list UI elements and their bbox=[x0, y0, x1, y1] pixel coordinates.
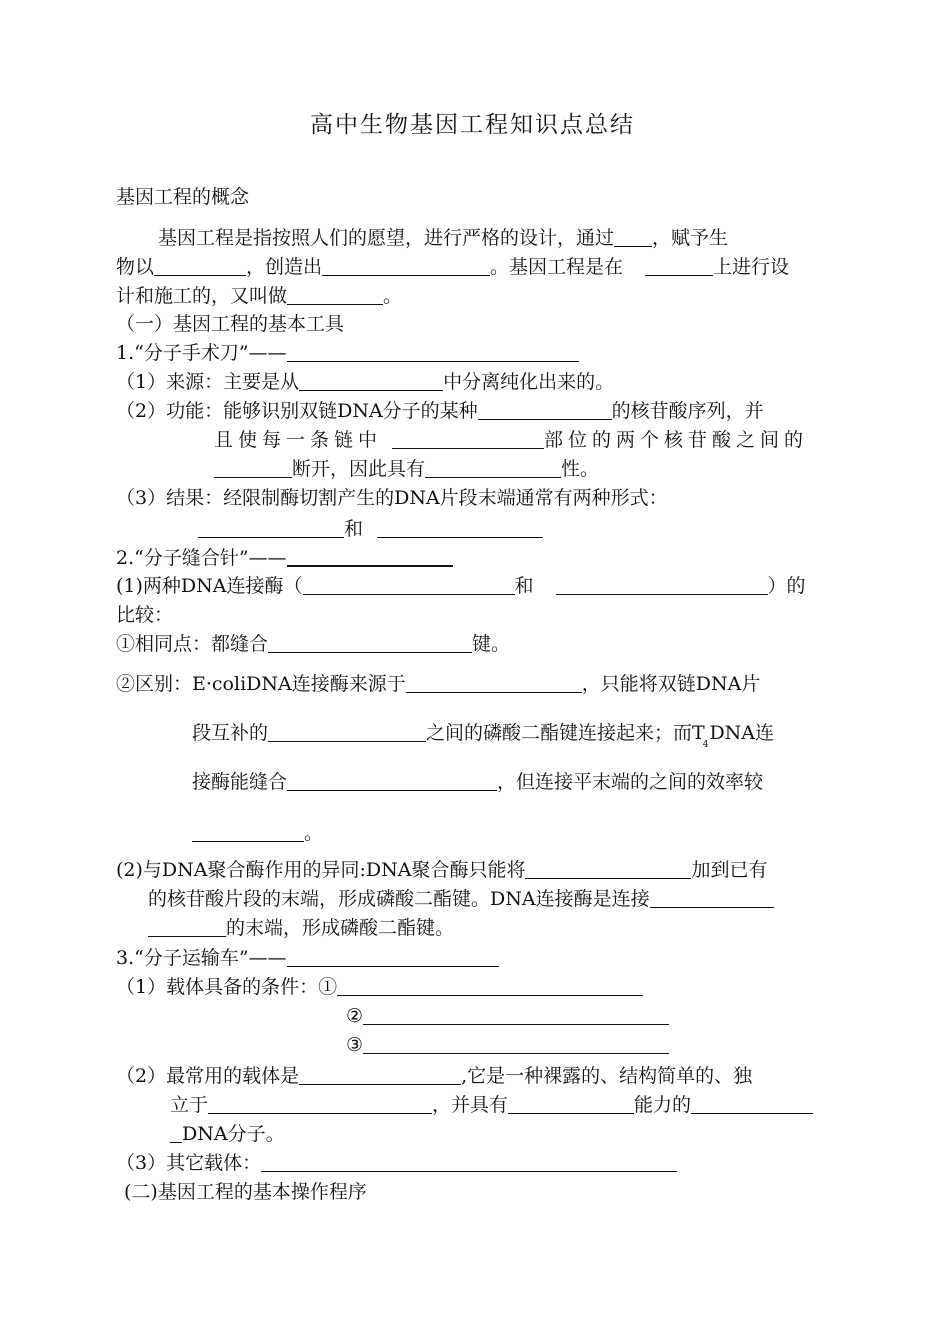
blank-field[interactable] bbox=[650, 887, 774, 908]
blank-field[interactable] bbox=[154, 255, 246, 276]
item-needle-polymerase-2: 的核苷酸片段的末端，形成磷酸二酯键。DNA连接酶是连接 bbox=[148, 887, 774, 911]
blank-field[interactable] bbox=[645, 255, 713, 276]
blank-field[interactable] bbox=[691, 1093, 813, 1114]
item-scalpel-result: （3）结果：经限制酶切割产生的DNA片段末端通常有两种形式： bbox=[116, 487, 668, 509]
blank-field[interactable] bbox=[478, 399, 612, 420]
blank-field[interactable] bbox=[337, 975, 643, 996]
blank-field[interactable] bbox=[214, 457, 292, 478]
blank-field[interactable] bbox=[614, 226, 652, 247]
item-needle-compare-2: 比较： bbox=[116, 604, 174, 626]
item-vector-other: （3）其它载体： bbox=[116, 1151, 677, 1175]
section-heading-procedure: (二)基因工程的基本操作程序 bbox=[124, 1181, 367, 1203]
item-needle-diff-1: ②区别：E·coliDNA连接酶来源于 ，只能将双链DNA片 bbox=[116, 673, 761, 695]
item-needle-diff-4: 。 bbox=[192, 821, 323, 845]
blank-field[interactable] bbox=[268, 632, 472, 653]
item-vector-conditions: （1）载体具备的条件：① bbox=[116, 975, 643, 999]
blank-field[interactable] bbox=[303, 574, 515, 595]
item-vector-common-1: （2）最常用的载体是 ,它是一种裸露的、结构简单的、独 bbox=[116, 1065, 753, 1087]
blank-field[interactable] bbox=[148, 916, 226, 937]
blank-field[interactable] bbox=[287, 284, 383, 305]
item-scalpel-function-3: 断开，因此具有 性。 bbox=[214, 457, 599, 481]
blank-field[interactable] bbox=[287, 946, 499, 967]
blank-field[interactable] bbox=[287, 341, 579, 362]
item-needle-title: 2.“分子缝合针”—— bbox=[116, 545, 453, 570]
blank-field[interactable] bbox=[508, 1093, 634, 1114]
item-needle-same: ①相同点：都缝合 键。 bbox=[116, 633, 511, 655]
blank-field[interactable] bbox=[406, 672, 582, 693]
blank-field[interactable] bbox=[287, 545, 453, 567]
item-vector-title: 3.“分子运输车”—— bbox=[116, 946, 499, 970]
item-vector-common-3: DNA分子。 bbox=[170, 1122, 285, 1146]
blank-field[interactable] bbox=[287, 770, 497, 791]
concept-line-2: 物以 ，创造出 。基因工程是在 上进行设 bbox=[116, 256, 790, 278]
blank-field[interactable] bbox=[322, 255, 490, 276]
blank-field[interactable] bbox=[299, 370, 443, 391]
item-vector-condition-2: ② bbox=[346, 1004, 669, 1028]
blank-field[interactable] bbox=[392, 428, 544, 449]
item-scalpel-function-1: （2）功能：能够识别双链DNA分子的某种 的核苷酸序列，并 bbox=[116, 400, 764, 422]
item-vector-common-2: 立于 ，并具有 能力的 bbox=[170, 1093, 813, 1117]
blank-field[interactable] bbox=[363, 1004, 669, 1025]
item-vector-condition-3: ③ bbox=[346, 1033, 669, 1057]
blank-field[interactable] bbox=[268, 721, 426, 742]
item-needle-polymerase-1: (2)与DNA聚合酶作用的异同:DNA聚合酶只能将 加到已有 bbox=[116, 859, 768, 881]
item-scalpel-source: （1）来源：主要是从 中分离纯化出来的。 bbox=[116, 371, 615, 393]
concept-line-3: 计和施工的，又叫做 。 bbox=[116, 285, 403, 307]
item-scalpel-function-2: 且使每一条链中 部位的两个核苷酸之间的 bbox=[214, 429, 809, 451]
blank-field[interactable] bbox=[170, 1122, 182, 1143]
blank-field[interactable] bbox=[192, 821, 304, 842]
section-heading-tools: （一）基因工程的基本工具 bbox=[116, 313, 345, 335]
item-scalpel-result-forms: 和 bbox=[198, 517, 543, 541]
concept-heading: 基因工程的概念 bbox=[116, 186, 250, 208]
blank-field[interactable] bbox=[363, 1033, 669, 1054]
page-title: 高中生物基因工程知识点总结 bbox=[310, 112, 635, 138]
concept-line-1: 基因工程是指按照人们的愿望，进行严格的设计，通过 ，赋予生 bbox=[158, 227, 729, 249]
blank-field[interactable] bbox=[299, 1064, 461, 1085]
item-needle-diff-3: 接酶能缝合 ，但连接平末端的之间的效率较 bbox=[192, 771, 764, 793]
blank-field[interactable] bbox=[208, 1093, 432, 1114]
blank-field[interactable] bbox=[377, 517, 543, 538]
item-needle-diff-2: 段互补的 之间的磷酸二酯键连接起来；而$T_4DNA$连 bbox=[192, 722, 775, 750]
blank-field[interactable] bbox=[556, 574, 768, 595]
item-needle-polymerase-3: 的末端，形成磷酸二酯键。 bbox=[148, 916, 454, 940]
blank-field[interactable] bbox=[425, 457, 561, 478]
blank-field[interactable] bbox=[261, 1151, 677, 1172]
item-needle-compare-1: (1)两种DNA连接酶（ 和 ）的 bbox=[116, 575, 806, 597]
item-scalpel-title: 1.“分子手术刀”—— bbox=[116, 341, 579, 365]
blank-field[interactable] bbox=[525, 858, 691, 879]
blank-field[interactable] bbox=[198, 517, 344, 538]
